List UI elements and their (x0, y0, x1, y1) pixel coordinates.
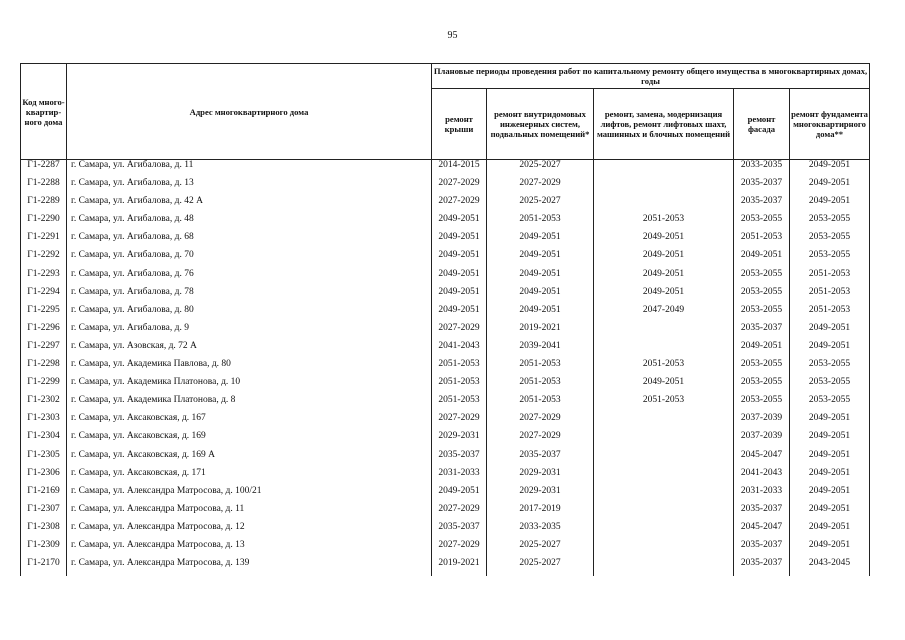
cell-lifts-period (594, 160, 734, 179)
cell-code: Г1-2292 (21, 250, 67, 268)
cell-systems-period: 2033-2035 (487, 522, 594, 540)
cell-address: г. Самара, ул. Аксаковская, д. 167 (67, 413, 432, 431)
cell-roof-period: 2049-2051 (432, 269, 487, 287)
cell-code: Г1-2303 (21, 413, 67, 431)
table-row (21, 377, 870, 395)
cell-facade-period: 2045-2047 (734, 522, 790, 540)
cell-lifts-period (594, 504, 734, 522)
cell-roof-period: 2051-2053 (432, 377, 487, 395)
header-facade: ремонт фасада (734, 89, 790, 160)
cell-roof-period: 2031-2033 (432, 468, 487, 486)
cell-address: г. Самара, ул. Александра Матросова, д. 139 (67, 558, 432, 576)
cell-code: Г1-2302 (21, 395, 67, 413)
cell-code: Г1-2288 (21, 178, 67, 196)
cell-roof-period: 2051-2053 (432, 395, 487, 413)
cell-systems-period: 2029-2031 (487, 486, 594, 504)
cell-foundation-period: 2049-2051 (790, 160, 870, 179)
cell-facade-period: 2045-2047 (734, 450, 790, 468)
table-row (21, 431, 870, 449)
cell-systems-period: 2049-2051 (487, 287, 594, 305)
cell-address: г. Самара, ул. Академика Платонова, д. 10 (67, 377, 432, 395)
cell-lifts-period (594, 196, 734, 214)
header-roof: ремонт крыши (432, 89, 487, 160)
cell-roof-period: 2051-2053 (432, 359, 487, 377)
cell-systems-period: 2039-2041 (487, 341, 594, 359)
cell-foundation-period: 2043-2045 (790, 558, 870, 576)
table-row (21, 486, 870, 504)
cell-foundation-period: 2049-2051 (790, 431, 870, 449)
cell-facade-period: 2033-2035 (734, 160, 790, 179)
header-foundation: ремонт фундамента многоквартирного дома** (790, 89, 870, 160)
cell-systems-period: 2051-2053 (487, 377, 594, 395)
table-row (21, 468, 870, 486)
cell-address: г. Самара, ул. Агибалова, д. 68 (67, 232, 432, 250)
cell-foundation-period: 2053-2055 (790, 250, 870, 268)
table-row (21, 196, 870, 214)
cell-systems-period: 2029-2031 (487, 468, 594, 486)
cell-lifts-period (594, 413, 734, 431)
cell-address: г. Самара, ул. Александра Матросова, д. 11 (67, 504, 432, 522)
cell-roof-period: 2041-2043 (432, 341, 487, 359)
table-row (21, 232, 870, 250)
cell-code: Г1-2305 (21, 450, 67, 468)
cell-roof-period: 2049-2051 (432, 486, 487, 504)
cell-lifts-period: 2049-2051 (594, 377, 734, 395)
cell-code: Г1-2294 (21, 287, 67, 305)
cell-foundation-period: 2053-2055 (790, 377, 870, 395)
cell-roof-period: 2019-2021 (432, 558, 487, 576)
cell-lifts-period: 2049-2051 (594, 232, 734, 250)
cell-address: г. Самара, ул. Аксаковская, д. 171 (67, 468, 432, 486)
cell-lifts-period: 2051-2053 (594, 214, 734, 232)
cell-foundation-period: 2049-2051 (790, 196, 870, 214)
cell-systems-period: 2035-2037 (487, 450, 594, 468)
cell-systems-period: 2051-2053 (487, 395, 594, 413)
cell-systems-period: 2049-2051 (487, 269, 594, 287)
cell-code: Г1-2309 (21, 540, 67, 558)
cell-facade-period: 2053-2055 (734, 214, 790, 232)
cell-address: г. Самара, ул. Азовская, д. 72 А (67, 341, 432, 359)
cell-facade-period: 2031-2033 (734, 486, 790, 504)
table-row (21, 540, 870, 558)
cell-lifts-period: 2047-2049 (594, 305, 734, 323)
cell-foundation-period: 2051-2053 (790, 269, 870, 287)
table-row (21, 178, 870, 196)
table-row (21, 250, 870, 268)
cell-roof-period: 2049-2051 (432, 214, 487, 232)
header-systems: ремонт внутридомовых инженерных систем, подвальных помещений* (487, 89, 594, 160)
header-address: Адрес многоквартирного дома (67, 64, 432, 160)
cell-code: Г1-2291 (21, 232, 67, 250)
cell-lifts-period (594, 431, 734, 449)
capital-repair-table (20, 63, 870, 576)
cell-code: Г1-2169 (21, 486, 67, 504)
table-row (21, 214, 870, 232)
table-row (21, 558, 870, 576)
cell-lifts-period (594, 468, 734, 486)
cell-facade-period: 2049-2051 (734, 341, 790, 359)
cell-foundation-period: 2049-2051 (790, 540, 870, 558)
cell-code: Г1-2287 (21, 160, 67, 179)
cell-address: г. Самара, ул. Агибалова, д. 42 А (67, 196, 432, 214)
cell-facade-period: 2053-2055 (734, 287, 790, 305)
table-row (21, 504, 870, 522)
cell-lifts-period (594, 486, 734, 504)
cell-systems-period: 2027-2029 (487, 413, 594, 431)
cell-facade-period: 2035-2037 (734, 504, 790, 522)
cell-systems-period: 2025-2027 (487, 540, 594, 558)
cell-facade-period: 2037-2039 (734, 431, 790, 449)
cell-address: г. Самара, ул. Аксаковская, д. 169 А (67, 450, 432, 468)
cell-foundation-period: 2053-2055 (790, 359, 870, 377)
cell-systems-period: 2049-2051 (487, 232, 594, 250)
table-row (21, 305, 870, 323)
cell-code: Г1-2290 (21, 214, 67, 232)
table-row (21, 395, 870, 413)
table-row (21, 287, 870, 305)
header-code: Код много-квартир-ного дома (21, 64, 67, 160)
cell-address: г. Самара, ул. Аксаковская, д. 169 (67, 431, 432, 449)
cell-foundation-period: 2049-2051 (790, 486, 870, 504)
cell-address: г. Самара, ул. Агибалова, д. 9 (67, 323, 432, 341)
cell-address: г. Самара, ул. Академика Павлова, д. 80 (67, 359, 432, 377)
cell-lifts-period: 2051-2053 (594, 359, 734, 377)
cell-facade-period: 2035-2037 (734, 178, 790, 196)
cell-lifts-period: 2051-2053 (594, 395, 734, 413)
cell-roof-period: 2049-2051 (432, 305, 487, 323)
cell-roof-period: 2027-2029 (432, 178, 487, 196)
cell-code: Г1-2308 (21, 522, 67, 540)
cell-foundation-period: 2049-2051 (790, 178, 870, 196)
cell-foundation-period: 2051-2053 (790, 305, 870, 323)
cell-systems-period: 2025-2027 (487, 558, 594, 576)
cell-lifts-period: 2049-2051 (594, 269, 734, 287)
cell-lifts-period (594, 558, 734, 576)
cell-foundation-period: 2053-2055 (790, 232, 870, 250)
cell-roof-period: 2014-2015 (432, 160, 487, 179)
cell-address: г. Самара, ул. Агибалова, д. 78 (67, 287, 432, 305)
cell-address: г. Самара, ул. Академика Платонова, д. 8 (67, 395, 432, 413)
cell-roof-period: 2027-2029 (432, 323, 487, 341)
cell-lifts-period (594, 522, 734, 540)
cell-facade-period: 2051-2053 (734, 232, 790, 250)
cell-roof-period: 2029-2031 (432, 431, 487, 449)
cell-foundation-period: 2049-2051 (790, 323, 870, 341)
cell-systems-period: 2019-2021 (487, 323, 594, 341)
cell-code: Г1-2306 (21, 468, 67, 486)
cell-foundation-period: 2049-2051 (790, 504, 870, 522)
cell-code: Г1-2170 (21, 558, 67, 576)
cell-lifts-period (594, 450, 734, 468)
cell-address: г. Самара, ул. Агибалова, д. 70 (67, 250, 432, 268)
cell-systems-period: 2017-2019 (487, 504, 594, 522)
cell-systems-period: 2025-2027 (487, 196, 594, 214)
cell-address: г. Самара, ул. Александра Матросова, д. 13 (67, 540, 432, 558)
cell-lifts-period: 2049-2051 (594, 250, 734, 268)
cell-facade-period: 2041-2043 (734, 468, 790, 486)
cell-lifts-period (594, 341, 734, 359)
cell-address: г. Самара, ул. Агибалова, д. 11 (67, 160, 432, 179)
table-row (21, 359, 870, 377)
cell-lifts-period: 2049-2051 (594, 287, 734, 305)
cell-roof-period: 2049-2051 (432, 232, 487, 250)
cell-code: Г1-2299 (21, 377, 67, 395)
cell-code: Г1-2307 (21, 504, 67, 522)
cell-code: Г1-2296 (21, 323, 67, 341)
cell-roof-period: 2027-2029 (432, 504, 487, 522)
cell-roof-period: 2049-2051 (432, 250, 487, 268)
table-row (21, 450, 870, 468)
cell-lifts-period (594, 540, 734, 558)
cell-foundation-period: 2049-2051 (790, 522, 870, 540)
header-lifts: ремонт, замена, модернизация лифтов, ремонт лифтовых шахт, машинных и блочных помещений (594, 89, 734, 160)
cell-address: г. Самара, ул. Агибалова, д. 76 (67, 269, 432, 287)
cell-code: Г1-2298 (21, 359, 67, 377)
cell-facade-period: 2053-2055 (734, 395, 790, 413)
cell-address: г. Самара, ул. Александра Матросова, д. 100/21 (67, 486, 432, 504)
cell-systems-period: 2049-2051 (487, 250, 594, 268)
cell-address: г. Самара, ул. Агибалова, д. 48 (67, 214, 432, 232)
cell-facade-period: 2053-2055 (734, 269, 790, 287)
cell-address: г. Самара, ул. Агибалова, д. 80 (67, 305, 432, 323)
cell-systems-period: 2051-2053 (487, 359, 594, 377)
cell-systems-period: 2025-2027 (487, 160, 594, 179)
cell-foundation-period: 2049-2051 (790, 450, 870, 468)
table-row (21, 413, 870, 431)
page-number: 95 (447, 30, 458, 41)
cell-facade-period: 2035-2037 (734, 558, 790, 576)
header-periods-group: Плановые периоды проведения работ по капитальному ремонту общего имущества в многоквартирных домах, годы (432, 64, 870, 89)
table-row (21, 522, 870, 540)
cell-systems-period: 2027-2029 (487, 431, 594, 449)
cell-roof-period: 2035-2037 (432, 450, 487, 468)
cell-facade-period: 2035-2037 (734, 196, 790, 214)
table-row (21, 269, 870, 287)
cell-code: Г1-2295 (21, 305, 67, 323)
cell-code: Г1-2293 (21, 269, 67, 287)
cell-systems-period: 2051-2053 (487, 214, 594, 232)
table-body (21, 160, 870, 577)
cell-foundation-period: 2049-2051 (790, 468, 870, 486)
cell-address: г. Самара, ул. Агибалова, д. 13 (67, 178, 432, 196)
cell-systems-period: 2049-2051 (487, 305, 594, 323)
cell-roof-period: 2027-2029 (432, 413, 487, 431)
cell-address: г. Самара, ул. Александра Матросова, д. 12 (67, 522, 432, 540)
cell-systems-period: 2027-2029 (487, 178, 594, 196)
cell-facade-period: 2035-2037 (734, 323, 790, 341)
cell-facade-period: 2053-2055 (734, 359, 790, 377)
cell-foundation-period: 2049-2051 (790, 341, 870, 359)
cell-facade-period: 2037-2039 (734, 413, 790, 431)
cell-foundation-period: 2053-2055 (790, 395, 870, 413)
table-row (21, 341, 870, 359)
cell-facade-period: 2053-2055 (734, 377, 790, 395)
cell-facade-period: 2035-2037 (734, 540, 790, 558)
cell-code: Г1-2289 (21, 196, 67, 214)
cell-lifts-period (594, 178, 734, 196)
cell-foundation-period: 2051-2053 (790, 287, 870, 305)
table-row (21, 160, 870, 179)
cell-roof-period: 2027-2029 (432, 540, 487, 558)
cell-foundation-period: 2053-2055 (790, 214, 870, 232)
cell-foundation-period: 2049-2051 (790, 413, 870, 431)
cell-facade-period: 2049-2051 (734, 250, 790, 268)
cell-lifts-period (594, 323, 734, 341)
cell-roof-period: 2035-2037 (432, 522, 487, 540)
table-row (21, 323, 870, 341)
cell-code: Г1-2304 (21, 431, 67, 449)
cell-facade-period: 2053-2055 (734, 305, 790, 323)
cell-roof-period: 2049-2051 (432, 287, 487, 305)
cell-code: Г1-2297 (21, 341, 67, 359)
cell-roof-period: 2027-2029 (432, 196, 487, 214)
